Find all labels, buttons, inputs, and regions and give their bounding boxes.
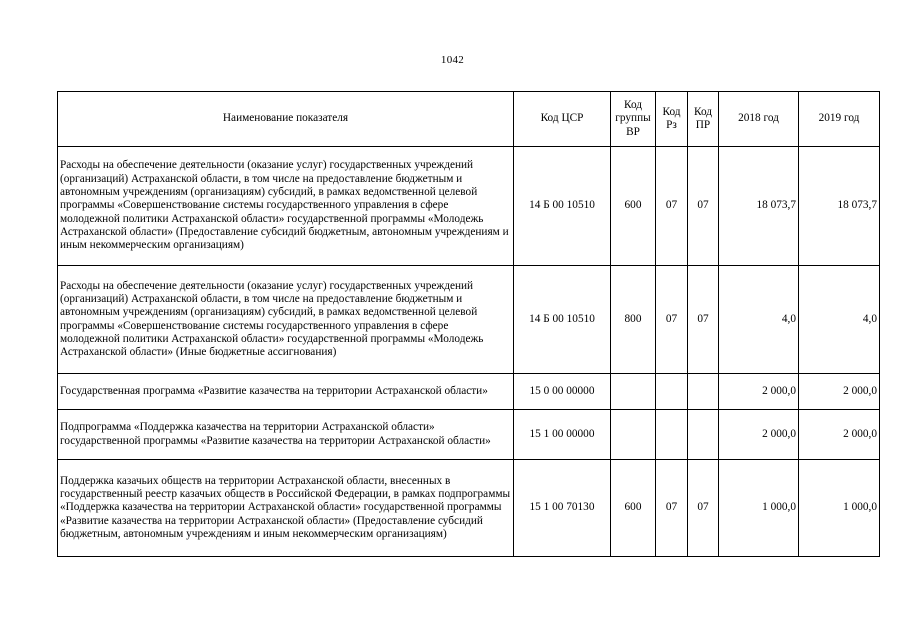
- row-rz-code: [656, 374, 688, 410]
- header-vr-code: Код группы ВР: [611, 92, 656, 147]
- row-vr-code: [611, 410, 656, 460]
- budget-table: [57, 91, 880, 557]
- row-pr-code: 07: [688, 460, 719, 557]
- row-name: Расходы на обеспечение деятельности (оказание услуг) государственных учреждений (организаций) Астраханской области, в том числе на предоставление бюджетным и автономным учреждениям (организациям) субсидий, в рамках ведомственной целевой программы «Совершенствование системы государственного управления в сфере молодежной политики Астраханской области» государственной программы «Молодежь Астраханской области» (Иные бюджетные ассигнования): [58, 266, 514, 374]
- row-amount-2019: 4,0: [799, 266, 880, 374]
- row-name: Расходы на обеспечение деятельности (оказание услуг) государственных учреждений (организаций) Астраханской области, в том числе на предоставление бюджетным и автономным учреждениям (организациям) субсидий, в рамках ведомственной целевой программы «Совершенствование системы государственного управления в сфере молодежной политики Астраханской области» государственной программы «Молодежь Астраханской области» (Предоставление субсидий бюджетным, автономным учреждениям и иным некоммерческим организациям): [58, 147, 514, 266]
- row-amount-2019: 2 000,0: [799, 374, 880, 410]
- row-rz-code: 07: [656, 460, 688, 557]
- row-name: Поддержка казачьих обществ на территории Астраханской области, внесенных в государственный реестр казачьих обществ в Российской Федерации, в рамках подпрограммы «Поддержка казачества на территории Астраханской области» государственной программы «Развитие казачества на территории Астраханской области» (Предоставление субсидий бюджетным, автономным учреждениям и иным некоммерческим организациям): [58, 460, 514, 557]
- row-amount-2018: 2 000,0: [719, 410, 799, 460]
- table-row: [58, 410, 880, 460]
- row-vr-code: 800: [611, 266, 656, 374]
- header-year-2018: 2018 год: [719, 92, 799, 147]
- row-pr-code: 07: [688, 266, 719, 374]
- table-row: [58, 266, 880, 374]
- row-vr-code: [611, 374, 656, 410]
- row-pr-code: [688, 410, 719, 460]
- row-rz-code: 07: [656, 147, 688, 266]
- table-row: [58, 147, 880, 266]
- page-number: 1042: [440, 54, 465, 66]
- table-row: [58, 374, 880, 410]
- row-rz-code: [656, 410, 688, 460]
- table-row: [58, 460, 880, 557]
- header-name: Наименование показателя: [58, 92, 514, 147]
- row-amount-2019: 1 000,0: [799, 460, 880, 557]
- row-amount-2018: 1 000,0: [719, 460, 799, 557]
- row-pr-code: [688, 374, 719, 410]
- row-pr-code: 07: [688, 147, 719, 266]
- row-vr-code: 600: [611, 460, 656, 557]
- header-rz-code: Код Рз: [656, 92, 688, 147]
- row-amount-2018: 2 000,0: [719, 374, 799, 410]
- header-pr-code: Код ПР: [688, 92, 719, 147]
- row-amount-2019: 2 000,0: [799, 410, 880, 460]
- header-csr-code: Код ЦСР: [514, 92, 611, 147]
- row-csr-code: 15 1 00 70130: [514, 460, 611, 557]
- row-name: Подпрограмма «Поддержка казачества на территории Астраханской области» государственной программы «Развитие казачества на территории Астраханской области»: [58, 410, 514, 460]
- row-csr-code: 15 1 00 00000: [514, 410, 611, 460]
- row-csr-code: 14 Б 00 10510: [514, 147, 611, 266]
- row-amount-2018: 4,0: [719, 266, 799, 374]
- row-rz-code: 07: [656, 266, 688, 374]
- row-amount-2018: 18 073,7: [719, 147, 799, 266]
- row-name: Государственная программа «Развитие казачества на территории Астраханской области»: [58, 374, 514, 410]
- header-year-2019: 2019 год: [799, 92, 880, 147]
- table-header-row: [58, 92, 880, 147]
- row-csr-code: 15 0 00 00000: [514, 374, 611, 410]
- row-vr-code: 600: [611, 147, 656, 266]
- row-amount-2019: 18 073,7: [799, 147, 880, 266]
- row-csr-code: 14 Б 00 10510: [514, 266, 611, 374]
